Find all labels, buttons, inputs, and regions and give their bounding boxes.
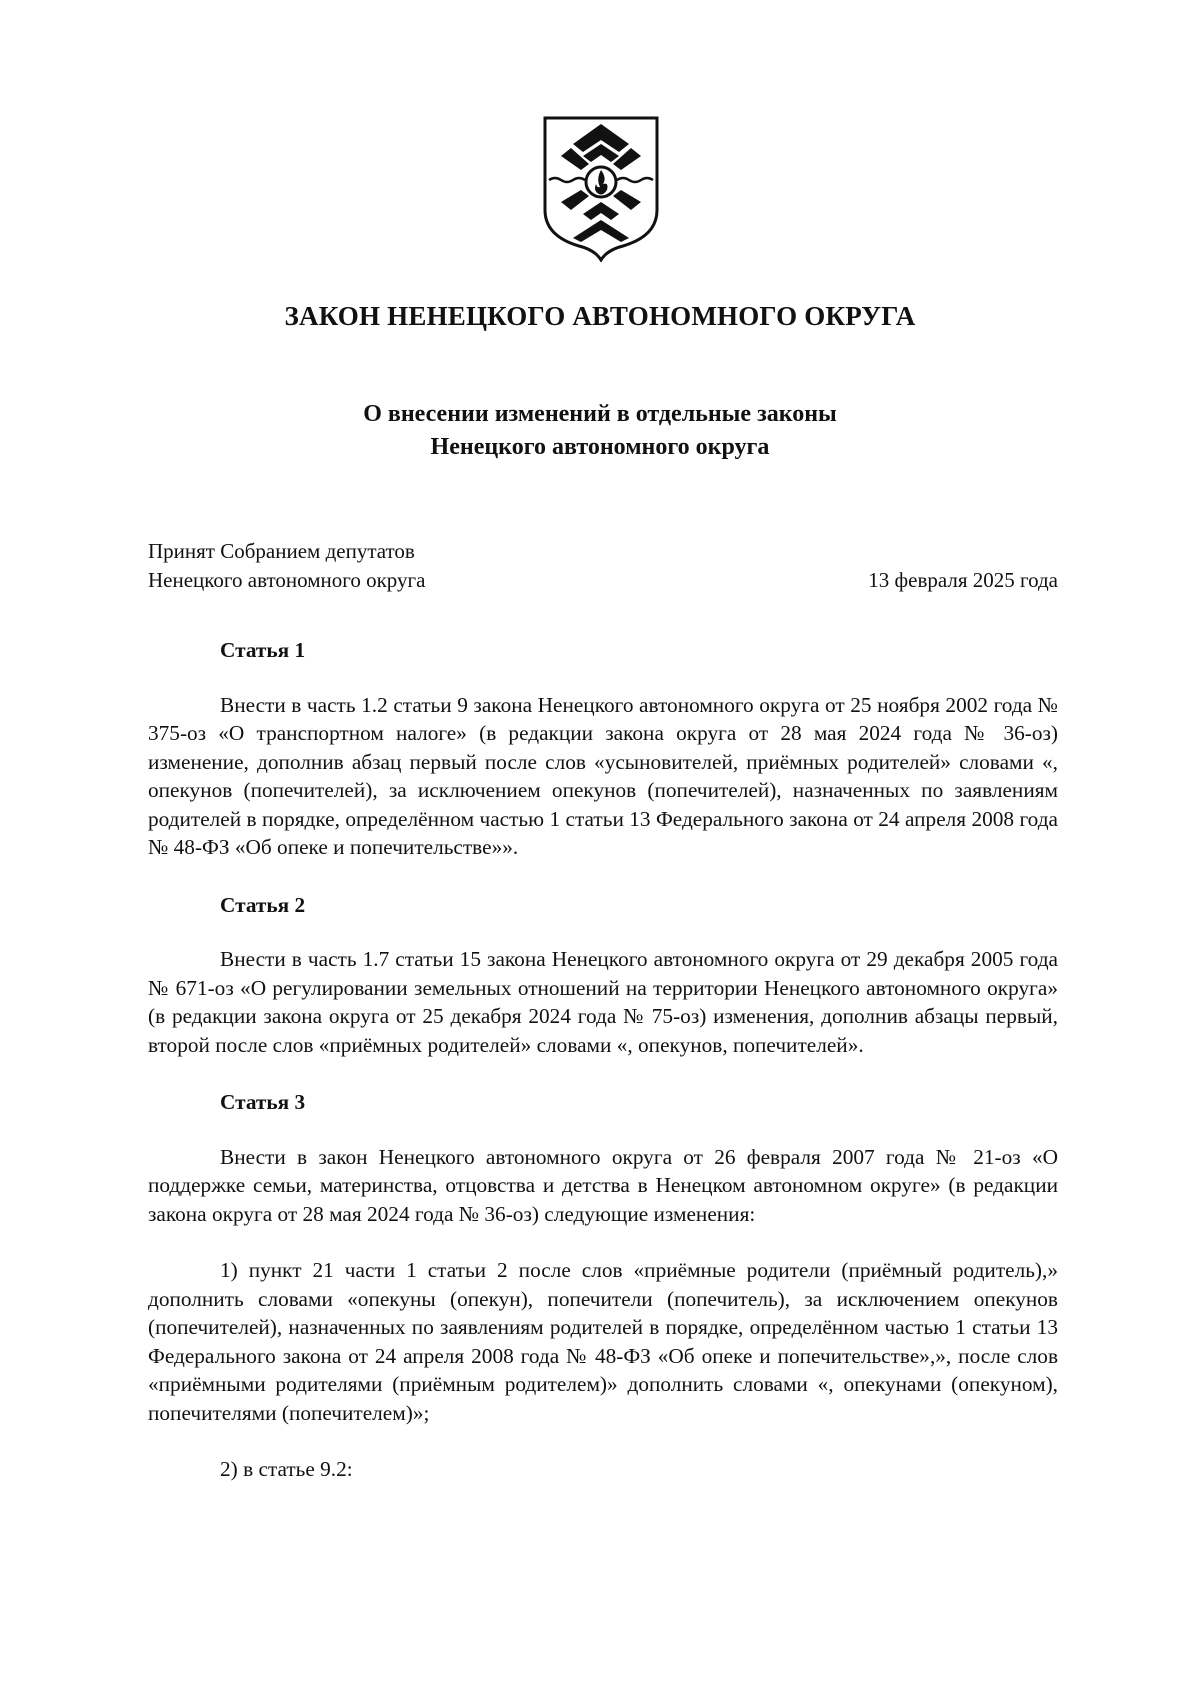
article-list-item: 1) пункт 21 части 1 статьи 2 после слов «приёмные родители (приёмный родитель),» дополнить словами «опекуны (опекун), попечители (попечитель), за исключением опекунов (попечителей), назначенных по заявлениям родителей в порядке, определённом частью 1 статьи 13 Федерального закона от 24 апреля 2008 года № 48-ФЗ «Об опеке и попечительстве»,», после слов «приёмными родителями (приёмным родителем)» дополнить словами «, опекунами (опекуном), попечителями (попечителем)»; [148,1258,1058,1425]
article-list-item: 2) в статье 9.2: [220,1457,353,1481]
article-2 [148,891,1058,1060]
law-subtitle-line-1: О внесении изменений в отдельные законы [363,401,837,427]
adopted-by-line-1: Принят Собранием депутатов [148,539,415,563]
law-subtitle [0,398,1200,464]
law-body [148,636,1058,1484]
nenets-coat-of-arms-icon [541,114,661,262]
law-subtitle-line-2: Ненецкого автономного округа [430,434,770,460]
article-paragraph: Внести в часть 1.7 статьи 15 закона Ненецкого автономного округа от 29 декабря 2005 года № 671-оз «О регулировании земельных отношений на территории Ненецкого автономного округа» (в редакции закона округа от 25 декабря 2024 года № 75-оз) изменения, дополнив абзацы первый, второй после слов «приёмных родителей» словами «, опекунов, попечителей». [148,947,1058,1057]
article-paragraph: Внести в закон Ненецкого автономного округа от 26 февраля 2007 года № 21-оз «О поддержке семьи, материнства, отцовства и детства в Ненецком автономном округе» (в редакции закона округа от 28 мая 2024 года № 36-оз) следующие изменения: [148,1144,1058,1226]
law-title: ЗАКОН НЕНЕЦКОГО АВТОНОМНОГО ОКРУГА [284,301,916,331]
adoption-date: 13 февраля 2025 года [868,568,1058,592]
adoption-block [148,537,1058,595]
article-paragraph: Внести в часть 1.2 статьи 9 закона Ненецкого автономного округа от 25 ноября 2002 года № 375-оз «О транспортном налоге» (в редакции закона округа от 28 мая 2024 года № 36-оз) изменение, дополнив абзац первый после слов «усыновителей, приёмных родителей» словами «, опекунов (попечителей), за исключением опекунов (попечителей), назначенных по заявлениям родителей в порядке, определённом частью 1 статьи 13 Федерального закона от 24 апреля 2008 года № 48-ФЗ «Об опеке и попечительстве»». [148,692,1058,859]
adopted-by-line-2: Ненецкого автономного округа [148,568,426,592]
article-heading: Статья 1 [220,638,306,662]
article-3 [148,1088,1058,1484]
article-heading: Статья 2 [220,892,306,917]
article-heading: Статья 3 [220,1090,306,1114]
article-1 [148,636,1058,862]
